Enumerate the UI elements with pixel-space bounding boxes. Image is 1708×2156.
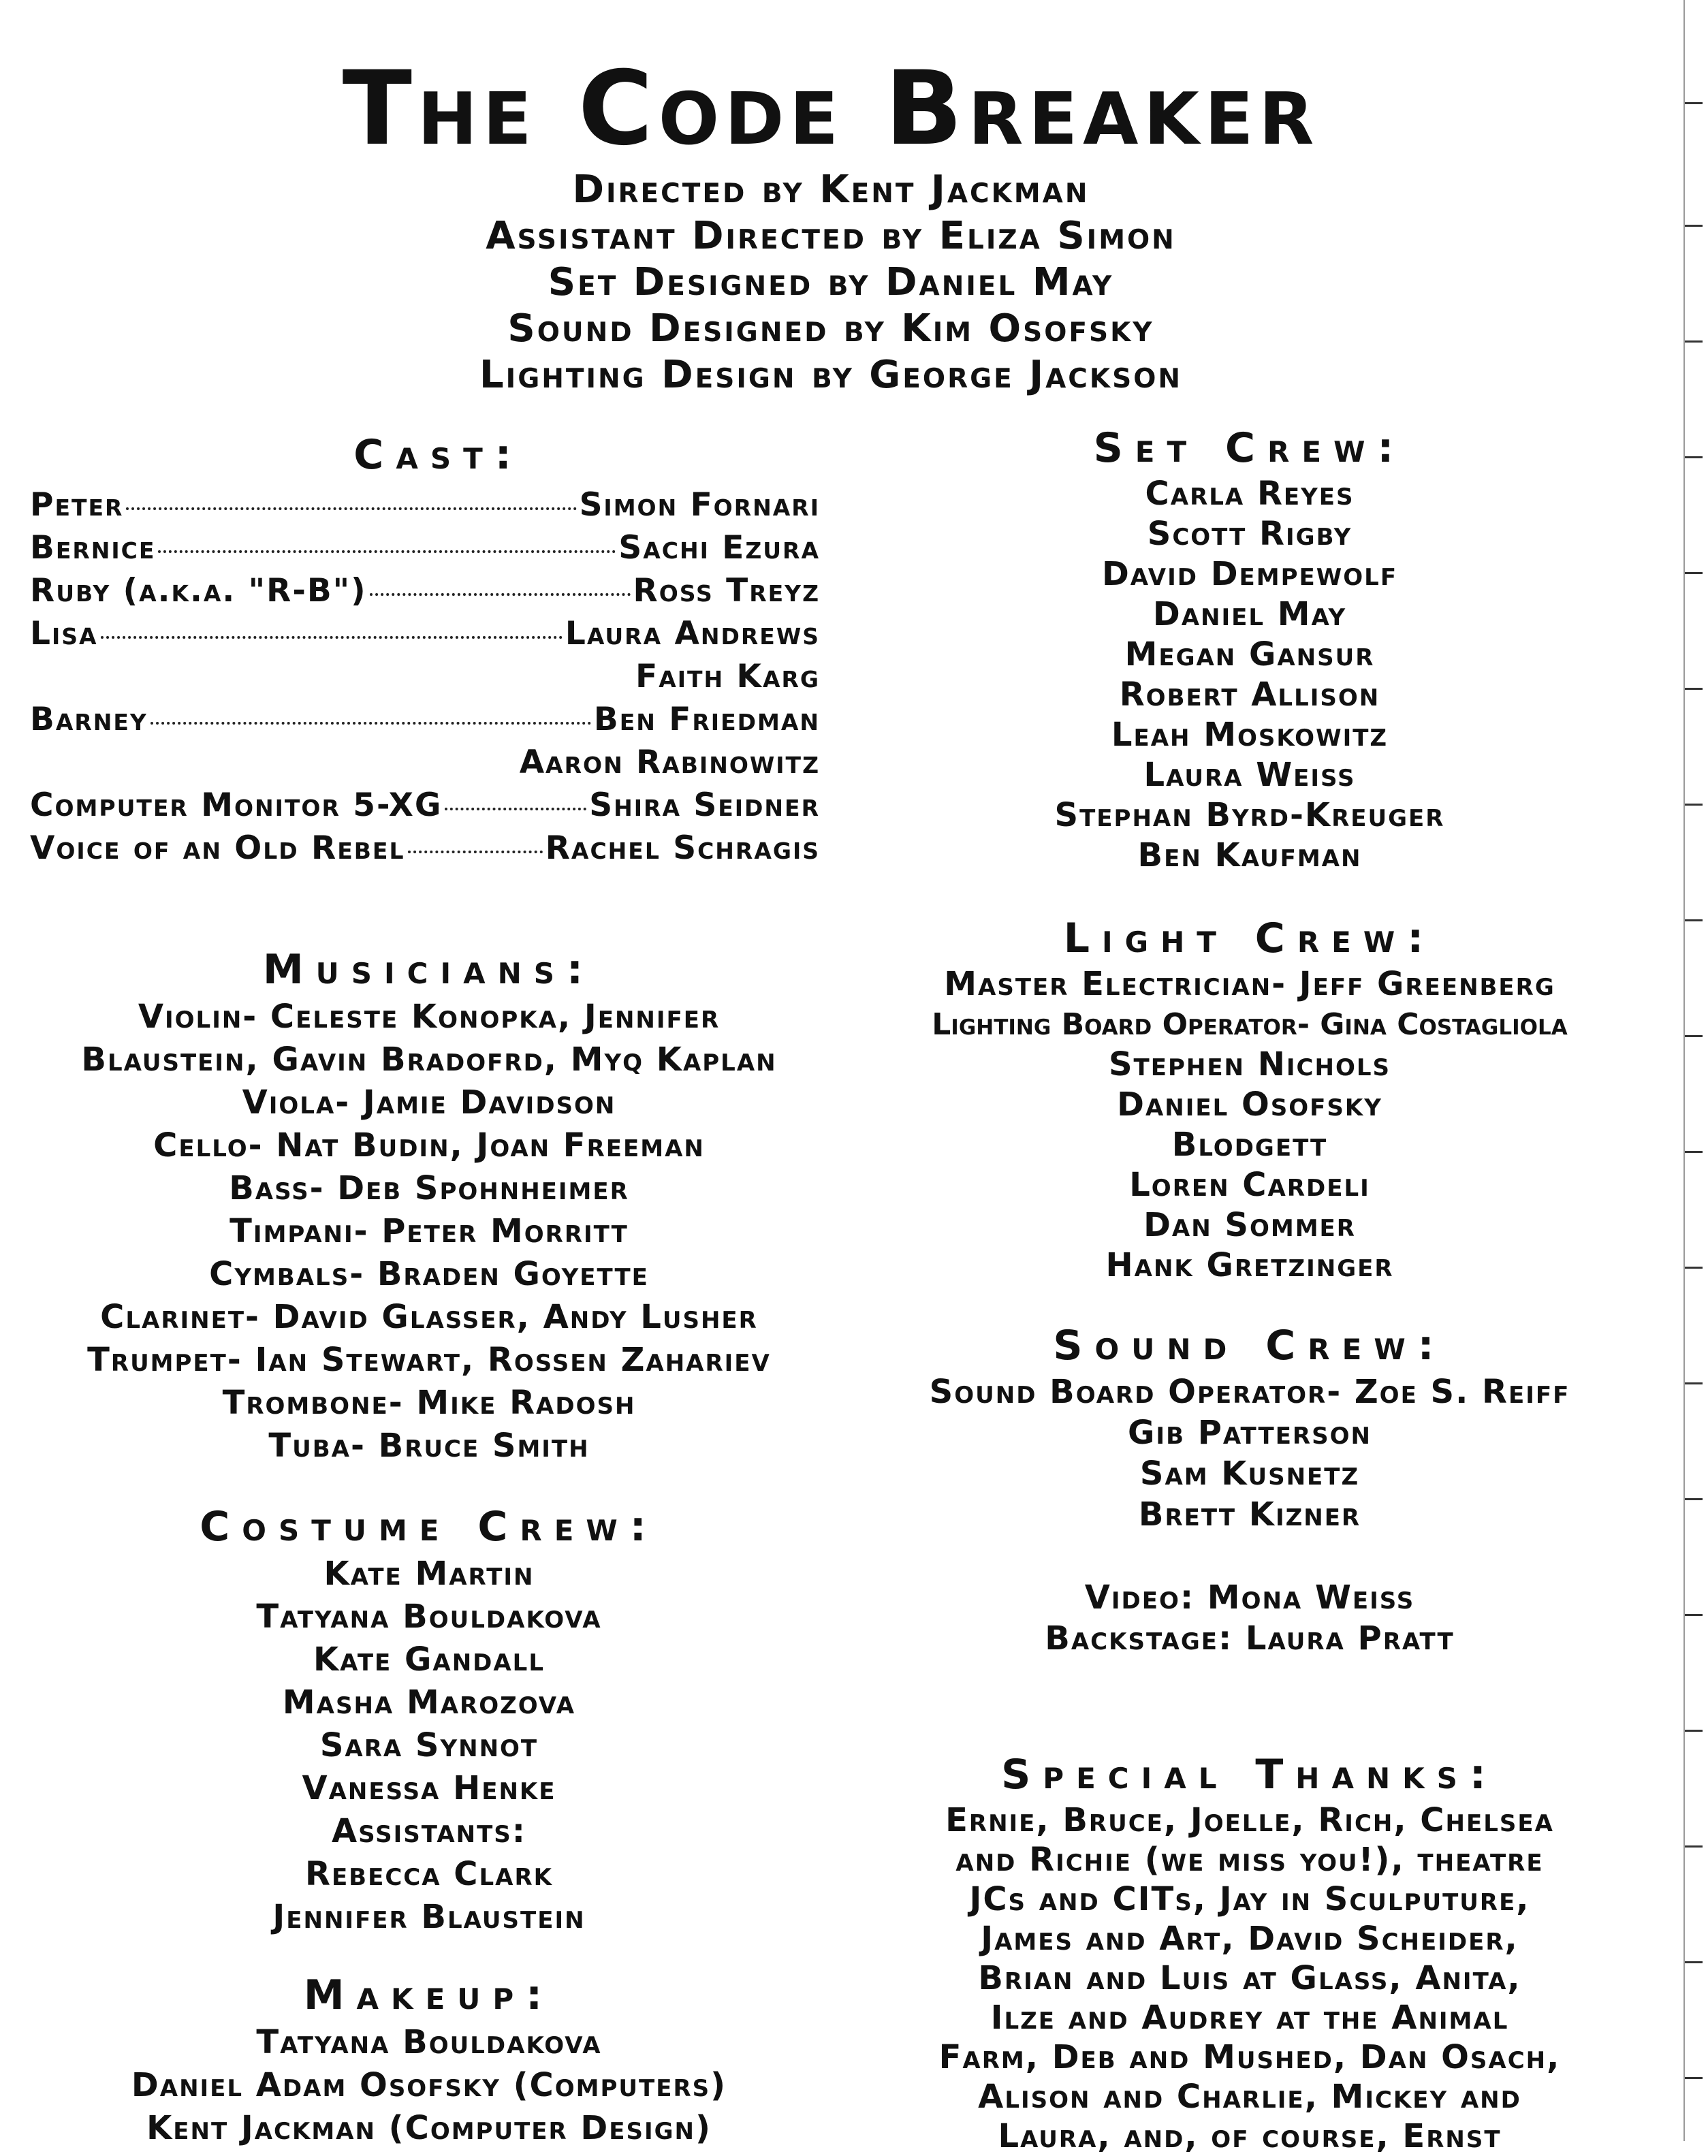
- edge-tick: [1685, 1730, 1703, 1732]
- edge-tick: [1685, 1961, 1703, 1963]
- cast-actor: Simon Fornari: [579, 486, 820, 524]
- other-credits: [838, 1577, 1662, 1659]
- makeup-section: [27, 1973, 831, 2150]
- edge-tick: [1685, 1614, 1703, 1616]
- costume-crew-line: Tatyana Bouldakova: [256, 1598, 602, 1636]
- light-crew-line: Stephen Nichols: [1108, 1045, 1391, 1083]
- cast-role: Barney: [30, 701, 148, 738]
- edge-tick: [1685, 1267, 1703, 1269]
- musician-line: Bass- Deb Spohnheimer: [229, 1169, 629, 1207]
- cast-row: [30, 741, 820, 784]
- sound-crew-line: Sound Board Operator- Zoe S. Reiff: [929, 1373, 1570, 1411]
- edge-tick: [1685, 572, 1703, 574]
- musician-line: Tuba- Bruce Smith: [268, 1427, 590, 1465]
- musician-line: Trumpet- Ian Stewart, Rossen Zahariev: [87, 1341, 771, 1379]
- backstage-credit: Backstage: Laura Pratt: [1045, 1619, 1455, 1658]
- thanks-line: Ilze and Audrey at the Animal: [990, 1999, 1509, 2037]
- thanks-line: James and Art, David Scheider,: [981, 1920, 1519, 1958]
- credit-line: Assistant Directed by Eliza Simon: [486, 214, 1176, 258]
- thanks-line: Alison and Charlie, Mickey and: [978, 2078, 1521, 2116]
- cast-actor: Sachi Ezura: [618, 529, 820, 567]
- credit-line: Sound Designed by Kim Osofsky: [507, 306, 1154, 351]
- costume-crew-line: Masha Marozova: [282, 1683, 576, 1722]
- credit-line: Directed by Kent Jackman: [572, 168, 1090, 212]
- costume-crew-heading: Costume Crew:: [200, 1503, 659, 1551]
- sound-crew-section: [838, 1324, 1662, 1535]
- production-credits: [0, 167, 1662, 398]
- sound-crew-line: Gib Patterson: [1128, 1414, 1372, 1452]
- cast-actor: Shira Seidner: [589, 787, 820, 824]
- light-crew-line: Daniel Osofsky: [1117, 1085, 1382, 1124]
- cast-actor: Faith Karg: [635, 658, 820, 695]
- edge-tick: [1685, 2077, 1703, 2079]
- set-crew-line: Megan Gansur: [1124, 635, 1375, 673]
- edge-tick: [1685, 919, 1703, 921]
- cast-role: Voice of an Old Rebel: [30, 829, 405, 867]
- set-crew-line: Stephan Byrd-Kreuger: [1054, 796, 1445, 834]
- sound-crew-line: Brett Kizner: [1138, 1495, 1361, 1534]
- cast-actor: Aaron Rabinowitz: [519, 744, 820, 781]
- set-crew-line: Carla Reyes: [1145, 475, 1355, 513]
- set-crew-heading: Set Crew:: [1093, 424, 1406, 472]
- costume-crew-line: Jennifer Blaustein: [272, 1898, 586, 1936]
- musician-line: Trombone- Mike Radosh: [222, 1384, 636, 1422]
- light-crew-line: Dan Sommer: [1143, 1206, 1356, 1244]
- light-crew-line: Blodgett: [1171, 1126, 1328, 1164]
- set-crew-line: David Dempewolf: [1101, 555, 1398, 593]
- thanks-line: Brian and Luis at Glass, Anita,: [978, 1959, 1521, 1997]
- costume-crew-line: Kate Martin: [323, 1555, 535, 1593]
- musician-line: Clarinet- David Glasser, Andy Lusher: [100, 1298, 758, 1336]
- page-title: The Code Breaker: [342, 50, 1320, 168]
- edge-tick: [1685, 688, 1703, 690]
- leader-dots: [151, 722, 591, 725]
- leader-dots: [126, 507, 576, 510]
- thanks-line: Ernie, Bruce, Joelle, Rich, Chelsea: [945, 1801, 1554, 1839]
- credit-line: Lighting Design by George Jackson: [479, 353, 1182, 397]
- musician-line: Violin- Celeste Konopka, Jennifer: [138, 998, 721, 1036]
- special-thanks-section: [838, 1753, 1662, 2156]
- edge-tick: [1685, 102, 1703, 104]
- cast-role: Peter: [30, 486, 124, 524]
- light-crew-section: [838, 917, 1662, 1286]
- musician-line: Cymbals- Braden Goyette: [209, 1255, 649, 1293]
- thanks-line: Laura, and, of course, Ernst: [998, 2117, 1502, 2155]
- cast-role: Computer Monitor 5-XG: [30, 787, 443, 824]
- cast-row: [30, 483, 820, 526]
- set-crew-line: Laura Weiss: [1143, 756, 1356, 794]
- edge-tick: [1685, 1151, 1703, 1153]
- special-thanks-heading: Special Thanks:: [1001, 1751, 1498, 1798]
- musicians-heading: Musicians:: [262, 946, 596, 994]
- leader-dots: [445, 808, 586, 810]
- set-crew-line: Daniel May: [1152, 595, 1347, 633]
- thanks-line: JCs and CITs, Jay in Sculputure,: [969, 1880, 1530, 1918]
- edge-tick: [1685, 1845, 1703, 1848]
- musicians-section: [27, 948, 831, 1468]
- cast-row: [30, 827, 820, 870]
- light-crew-line: Master Electrician- Jeff Greenberg: [944, 965, 1555, 1003]
- cast-row: [30, 612, 820, 655]
- light-crew-line: Hank Gretzinger: [1105, 1246, 1394, 1284]
- edge-tick: [1685, 1035, 1703, 1037]
- makeup-line: Tatyana Bouldakova: [256, 2023, 602, 2061]
- sound-crew-heading: Sound Crew:: [1053, 1322, 1446, 1369]
- video-credit: Video: Mona Weiss: [1084, 1579, 1415, 1617]
- edge-tick: [1685, 1382, 1703, 1384]
- musician-line: Cello- Nat Budin, Joan Freeman: [153, 1126, 705, 1164]
- edge-tick: [1685, 1498, 1703, 1500]
- set-crew-line: Ben Kaufman: [1137, 836, 1362, 874]
- edge-tick: [1685, 340, 1703, 343]
- sound-crew-line: Sam Kusnetz: [1139, 1455, 1360, 1493]
- set-crew-line: Leah Moskowitz: [1111, 716, 1389, 754]
- thanks-line: Farm, Deb and Mushed, Dan Osach,: [938, 2038, 1561, 2076]
- musician-line: Blaustein, Gavin Bradofrd, Myq Kaplan: [81, 1041, 777, 1079]
- cast-actor: Ross Treyz: [633, 572, 820, 609]
- edge-tick: [1685, 456, 1703, 458]
- light-crew-line: Lighting Board Operator- Gina Costagliola: [932, 1007, 1568, 1042]
- makeup-line: Kent Jackman (Computer Design): [146, 2109, 712, 2147]
- cast-row: [30, 698, 820, 741]
- credit-line: Set Designed by Daniel May: [548, 260, 1114, 304]
- cast-actor: Ben Friedman: [593, 701, 820, 738]
- set-crew-section: [838, 426, 1662, 876]
- cast-actor: Rachel Schragis: [545, 829, 820, 867]
- cast-row: [30, 655, 820, 698]
- thanks-line: and Richie (we miss you!), theatre: [955, 1841, 1544, 1879]
- musician-line: Timpani- Peter Morritt: [230, 1212, 629, 1250]
- edge-tick: [1685, 225, 1703, 227]
- makeup-line: Daniel Adam Osofsky (Computers): [131, 2066, 727, 2104]
- edge-tick: [1685, 804, 1703, 806]
- cast-role: Lisa: [30, 615, 98, 652]
- cast-row: [30, 784, 820, 827]
- set-crew-line: Robert Allison: [1119, 676, 1380, 714]
- costume-crew-line: Rebecca Clark: [305, 1855, 553, 1893]
- makeup-heading: Makeup:: [303, 1971, 555, 2019]
- costume-crew-line: Sara Synnot: [319, 1726, 539, 1764]
- leader-dots: [158, 550, 616, 553]
- musician-line: Viola- Jamie Davidson: [242, 1083, 616, 1122]
- set-crew-line: Scott Rigby: [1147, 515, 1353, 553]
- costume-crew-section: [27, 1505, 831, 1939]
- cast-role: Bernice: [30, 529, 156, 567]
- cast-row: [30, 526, 820, 569]
- cast-section: [30, 433, 820, 870]
- leader-dots: [408, 851, 543, 853]
- cast-heading: Cast:: [353, 431, 524, 479]
- cast-role: Ruby (a.k.a. "R-B"): [30, 572, 367, 609]
- costume-crew-line: Vanessa Henke: [302, 1769, 556, 1807]
- costume-crew-line: Assistants:: [332, 1812, 526, 1850]
- light-crew-heading: Light Crew:: [1063, 915, 1436, 962]
- light-crew-line: Loren Cardeli: [1129, 1166, 1370, 1204]
- costume-crew-line: Kate Gandall: [313, 1640, 545, 1679]
- cast-row: [30, 569, 820, 612]
- leader-dots: [370, 593, 631, 596]
- cast-actor: Laura Andrews: [565, 615, 820, 652]
- leader-dots: [101, 636, 563, 639]
- page-edge-marks: [1681, 0, 1708, 2141]
- page-edge-line: [1683, 0, 1685, 2141]
